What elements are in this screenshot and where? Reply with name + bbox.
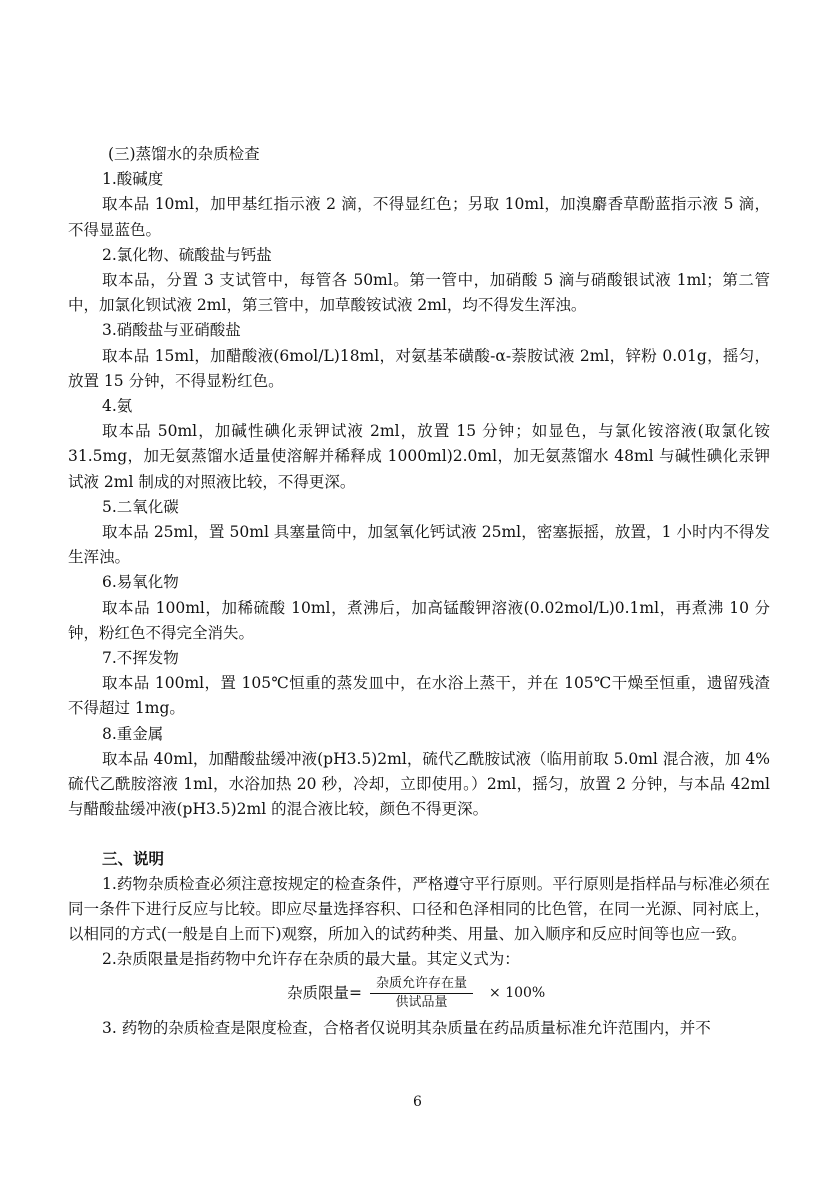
explain-paragraph-2: 2.杂质限量是指药物中允许存在杂质的最大量。其定义式为： [102, 950, 520, 969]
item-body-4: 取本品 50ml，加碱性碘化汞钾试液 2ml，放置 15 分钟；如显色，与氯化铵溶液(取氯化铵31.5mg，加无氨蒸馏水适量使溶解并稀释成 1000ml)2.0ml，加无氨蒸馏水 48ml 与碱性碘化汞钾试液 2ml 制成的对照液比较，不得更深。 [68, 422, 770, 491]
item-title-6: 6.易氧化物 [102, 573, 179, 592]
explain-paragraph-3: 3. 药物的杂质检查是限度检查，合格者仅说明其杂质量在药品质量标准允许范围内，并不 [102, 1018, 711, 1037]
formula-numerator: 杂质允许存在量 [370, 976, 473, 994]
formula-rhs: × 100% [489, 984, 546, 1001]
item-body-8: 取本品 40ml，加醋酸盐缓冲液(pH3.5)2ml，硫代乙酰胺试液（临用前取 5.0ml 混合液，加 4%硫代乙酰胺溶液 1ml，水浴加热 20 秒，冷却，立即使用。）2ml，摇匀，放置 2 分钟，与本品 42ml与醋酸盐缓冲液(pH3.5)2ml 的混合液比较，颜色不得更深。 [68, 749, 770, 819]
item-title-1: 1.酸碱度 [102, 170, 164, 189]
section-heading: (三)蒸馏水的杂质检查 [108, 145, 260, 163]
item-body-6: 取本品 100ml，加稀硫酸 10ml，煮沸后，加高锰酸钾溶液(0.02mol/L)0.1ml，再煮沸 10 分钟，粉红色不得完全消失。 [68, 598, 770, 642]
item-title-3: 3.硝酸盐与亚硝酸盐 [102, 321, 241, 340]
explain-heading: 三、说明 [102, 849, 165, 869]
formula-lhs: 杂质限量= [287, 983, 362, 1002]
item-title-2: 2.氯化物、硫酸盐与钙盐 [102, 245, 272, 264]
item-body-7: 取本品 100ml，置 105℃恒重的蒸发皿中，在水浴上蒸干，并在 105℃干燥至恒重，遗留残渣不得超过 1mg。 [68, 674, 770, 718]
item-title-7: 7.不挥发物 [102, 649, 179, 668]
formula-fraction [370, 976, 473, 1011]
item-body-2: 取本品，分置 3 支试管中，每管各 50ml。第一管中，加硝酸 5 滴与硝酸银试液 1ml；第二管中，加氯化钡试液 2ml，第三管中，加草酸铵试液 2ml，均不得发生浑浊。 [68, 271, 770, 315]
item-body-1: 取本品 10ml，加甲基红指示液 2 滴，不得显红色；另取 10ml，加溴麝香草酚蓝指示液 5 滴，不得显蓝色。 [68, 195, 770, 239]
impurity-limit-formula [68, 976, 770, 1012]
page-number: 6 [413, 1094, 422, 1110]
item-body-3: 取本品 15ml，加醋酸液(6mol/L)18ml，对氨基苯磺酸-α-萘胺试液 2ml，锌粉 0.01g，摇匀，放置 15 分钟，不得显粉红色。 [68, 346, 770, 390]
item-title-5: 5.二氧化碳 [102, 497, 179, 516]
formula-denominator: 供试品量 [395, 995, 448, 1010]
item-title-8: 8.重金属 [102, 724, 164, 743]
explain-paragraph-1: 1.药物杂质检查必须注意按规定的检查条件，严格遵守平行原则。平行原则是指样品与标准必须在同一条件下进行反应与比较。即应尽量选择容积、口径和色泽相同的比色管，在同一光源、同衬底上，以相同的方式(一般是自上而下)观察，所加入的试药种类、用量、加入顺序和反应时间等也应一致。 [68, 874, 770, 944]
section-gap [68, 822, 770, 846]
item-title-4: 4.氨 [102, 397, 133, 416]
item-body-5: 取本品 25ml，置 50ml 具塞量筒中，加氢氧化钙试液 25ml，密塞振摇，放置，1 小时内不得发生浑浊。 [68, 523, 770, 567]
page-content [68, 142, 770, 1041]
